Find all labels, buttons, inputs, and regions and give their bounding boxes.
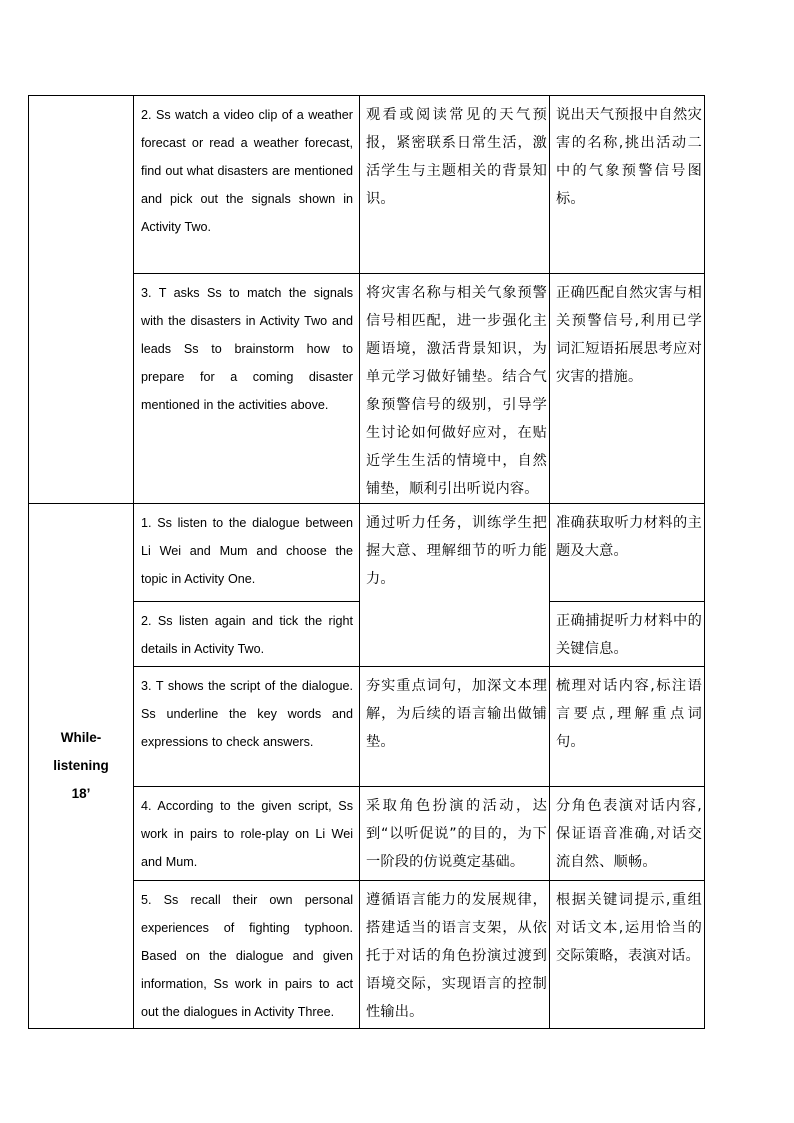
activity-cell xyxy=(134,787,360,881)
purpose-cell xyxy=(360,504,550,667)
table-row xyxy=(29,96,705,274)
activity-cell xyxy=(134,274,360,504)
purpose-text: 遵循语言能力的发展规律，搭建适当的语言支架，从依托于对话的角色扮演过渡到语境交际，实现语言的控制性输出。 xyxy=(366,892,547,1020)
activity-text: 1. Ss listen to the dialogue between Li Wei and Mum and choose the topic in Activity One. xyxy=(141,516,353,586)
activity-text: 3. T asks Ss to match the signals with the disasters in Activity Two and leads Ss to brainstorm how to prepare for a coming disaster mentioned in the activities above. xyxy=(141,286,353,412)
activity-cell xyxy=(134,881,360,1029)
purpose-text: 夯实重点词句，加深文本理解，为后续的语言输出做铺垫。 xyxy=(366,678,547,750)
activity-text: 4. According to the given script, Ss work in pairs to role-play on Li Wei and Mum. xyxy=(141,799,353,869)
outcome-cell xyxy=(550,667,705,787)
purpose-cell xyxy=(360,96,550,274)
stage-cell xyxy=(29,504,134,1029)
outcome-cell xyxy=(550,787,705,881)
stage-label-line2: listening xyxy=(53,758,109,773)
lesson-plan-table xyxy=(28,95,705,1029)
purpose-cell xyxy=(360,881,550,1029)
outcome-cell xyxy=(550,274,705,504)
activity-cell xyxy=(134,667,360,787)
table-row xyxy=(29,504,705,602)
purpose-text: 观看或阅读常见的天气预报，紧密联系日常生活，激活学生与主题相关的背景知识。 xyxy=(366,107,547,207)
outcome-text: 准确获取听力材料的主题及大意。 xyxy=(556,515,702,559)
purpose-cell xyxy=(360,787,550,881)
purpose-cell xyxy=(360,274,550,504)
purpose-cell xyxy=(360,667,550,787)
activity-text: 2. Ss listen again and tick the right details in Activity Two. xyxy=(141,614,353,656)
stage-duration: 18’ xyxy=(71,786,91,801)
activity-text: 5. Ss recall their own personal experiences of fighting typhoon. Based on the dialogue and given information, Ss work in pairs to act out the dialogues in Activity Three. xyxy=(141,893,353,1019)
outcome-text: 分角色表演对话内容,保证语音准确,对话交流自然、顺畅。 xyxy=(556,798,702,870)
activity-cell xyxy=(134,504,360,602)
outcome-cell xyxy=(550,504,705,602)
activity-cell xyxy=(134,602,360,667)
outcome-cell xyxy=(550,602,705,667)
purpose-text: 采取角色扮演的活动，达到“以听促说”的目的，为下一阶段的仿说奠定基础。 xyxy=(366,798,547,870)
purpose-text: 通过听力任务，训练学生把握大意、理解细节的听力能力。 xyxy=(366,515,547,587)
stage-cell-empty xyxy=(29,96,134,504)
outcome-text: 正确捕捉听力材料中的关键信息。 xyxy=(556,613,702,657)
purpose-text: 将灾害名称与相关气象预警信号相匹配，进一步强化主题语境，激活背景知识，为单元学习做好铺垫。结合气象预警信号的级别，引导学生讨论如何做好应对，在贴近学生生活的情境中，自然铺垫，顺利引出听说内容。 xyxy=(366,285,547,497)
outcome-cell xyxy=(550,881,705,1029)
outcome-cell xyxy=(550,96,705,274)
outcome-text: 根据关键词提示,重组对话文本,运用恰当的交际策略，表演对话。 xyxy=(556,892,702,964)
outcome-text: 梳理对话内容,标注语言要点,理解重点词句。 xyxy=(556,678,702,750)
activity-text: 3. T shows the script of the dialogue. Ss underline the key words and expressions to check answers. xyxy=(141,679,353,749)
activity-text: 2. Ss watch a video clip of a weather forecast or read a weather forecast, find out what disasters are mentioned and pick out the signals shown in Activity Two. xyxy=(141,108,353,234)
outcome-text: 正确匹配自然灾害与相关预警信号,利用已学词汇短语拓展思考应对灾害的措施。 xyxy=(556,285,702,385)
stage-label-line1: While- xyxy=(60,730,102,745)
outcome-text: 说出天气预报中自然灾害的名称,挑出活动二中的气象预警信号图标。 xyxy=(556,107,702,207)
activity-cell xyxy=(134,96,360,274)
